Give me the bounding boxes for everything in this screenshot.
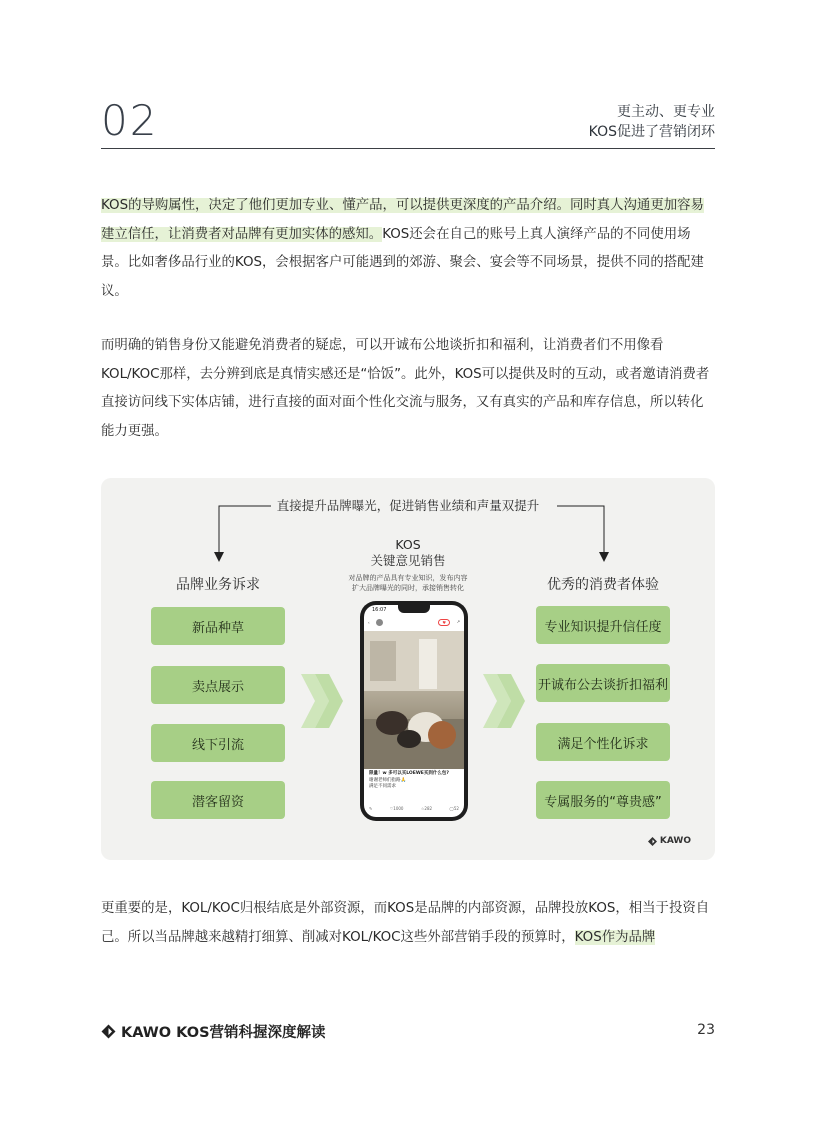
footer-brand-text: KAWO KOS营销科握深度解读 (121, 1025, 326, 1041)
kawo-logo (648, 836, 691, 846)
right-item-1: 专业知识提升信任度 (536, 606, 670, 644)
kos-diagram (101, 478, 715, 860)
right-column-title: 优秀的消费者体验 (547, 577, 659, 593)
share-icon: ↗ (456, 619, 460, 624)
paragraph-2: 而明确的销售身份又能避免消费者的疑虑，可以开诚布公地谈折扣和福利，让消费者们不用像看KOL/KOC那样，去分辨到底是真情实感还是“恰饭”。此外，KOS可以提供及时的互动，或者邀请消费者直接访问线下实体店铺，进行直接的面对面个性化交流与服务，又有真实的产品和库存信息，所以转化能力更强。 (101, 338, 710, 439)
paragraph-1-rest: KOS还会在自己的账号上真人演绎产品的不同使用场景。比如奢侈品行业的KOS，会根据客户可能遇到的郊游、聚会、宴会等不同场景，提供不同的搭配建议。 (101, 226, 704, 299)
right-item-2: 开诚布公去谈折扣福利 (536, 664, 670, 702)
right-chevron-icon (481, 674, 527, 728)
star-count: 282 (424, 806, 433, 811)
left-column-title: 品牌业务诉求 (176, 577, 260, 593)
phone-post-actions (369, 806, 459, 811)
left-item-1: 新品种草 (151, 607, 285, 645)
left-item-4: 潜客留资 (151, 781, 285, 819)
center-desc-2: 扩大品牌曝光的同时，承接销售转化 (352, 584, 464, 592)
page-number: 23 (697, 1022, 715, 1038)
phone-post-text (369, 771, 459, 791)
footer-brand (101, 1021, 326, 1042)
phone-post-photo (364, 631, 464, 769)
right-item-4: 专属服务的“尊贵感” (536, 781, 670, 819)
phone-post-line-3: 满足不同需求 (369, 784, 396, 789)
phone-post-line-2: 谢谢老师们指路🙏 (369, 777, 407, 783)
section-title-line2: KOS促进了营销闭环 (588, 124, 715, 140)
phone-mockup (360, 601, 468, 821)
like-icon: ♡ (389, 806, 394, 811)
phone-screen (364, 605, 464, 817)
star-icon: ☆ (420, 806, 425, 811)
phone-time: 16:07 (372, 607, 387, 613)
paragraph-1-highlight-a: KOS的导购属性，决定了他们更加专业、懂产品，可以提供更深度的产品介绍。同时真人沟通更加容 (101, 198, 691, 213)
kawo-logo-icon (648, 837, 657, 846)
kawo-logo-text: KAWO (659, 836, 691, 846)
back-icon: ‹ (368, 620, 370, 625)
paragraph-3 (101, 895, 715, 952)
phone-post-line-1: 限量！w 多可以买LOEWE买到什么包? (369, 771, 449, 776)
section-title (589, 102, 715, 142)
paragraph-3-text: 更重要的是，KOL/KOC归根结底是外部资源，而KOS是品牌的内部资源，品牌投放KOS，相当于投资自己。所以当品牌越来越精打细算、削减对KOL/KOC这些外部营销手段的预算时， (101, 901, 710, 945)
left-chevron-icon (299, 674, 345, 728)
handbag-display-icon (364, 631, 464, 769)
diagram-banner: 直接提升品牌曝光，促进销售业绩和声量双提升 (101, 496, 715, 514)
like-count: 1000 (393, 806, 404, 811)
comment-icon: ◯ (449, 806, 454, 811)
phone-app-bar (364, 617, 464, 631)
avatar (376, 619, 383, 626)
comment-input-icon: ✎ (369, 806, 373, 811)
center-title-sub: 关键意见销售 (370, 553, 446, 568)
follow-icon: ♥ (438, 619, 450, 626)
section-number: 02 (101, 96, 159, 145)
paragraph-3-highlight: KOS作为品牌 (574, 929, 656, 945)
header-divider (101, 148, 715, 149)
phone-notch (398, 605, 430, 613)
comment-count: 52 (453, 806, 459, 811)
left-item-3: 线下引流 (151, 724, 285, 762)
center-desc-1: 对品牌的产品具有专业知识，发布内容 (348, 574, 468, 582)
paragraph-1 (101, 192, 715, 306)
left-item-2: 卖点展示 (151, 666, 285, 704)
kawo-brand-icon (101, 1024, 116, 1039)
paragraph-1-highlight-b: 易建立信任，让消费者对品牌有更加实体的感知。 (101, 198, 704, 242)
section-title-line1: 更主动、更专业 (617, 104, 715, 120)
center-title-kos: KOS (395, 537, 421, 552)
right-item-3: 满足个性化诉求 (536, 723, 670, 761)
